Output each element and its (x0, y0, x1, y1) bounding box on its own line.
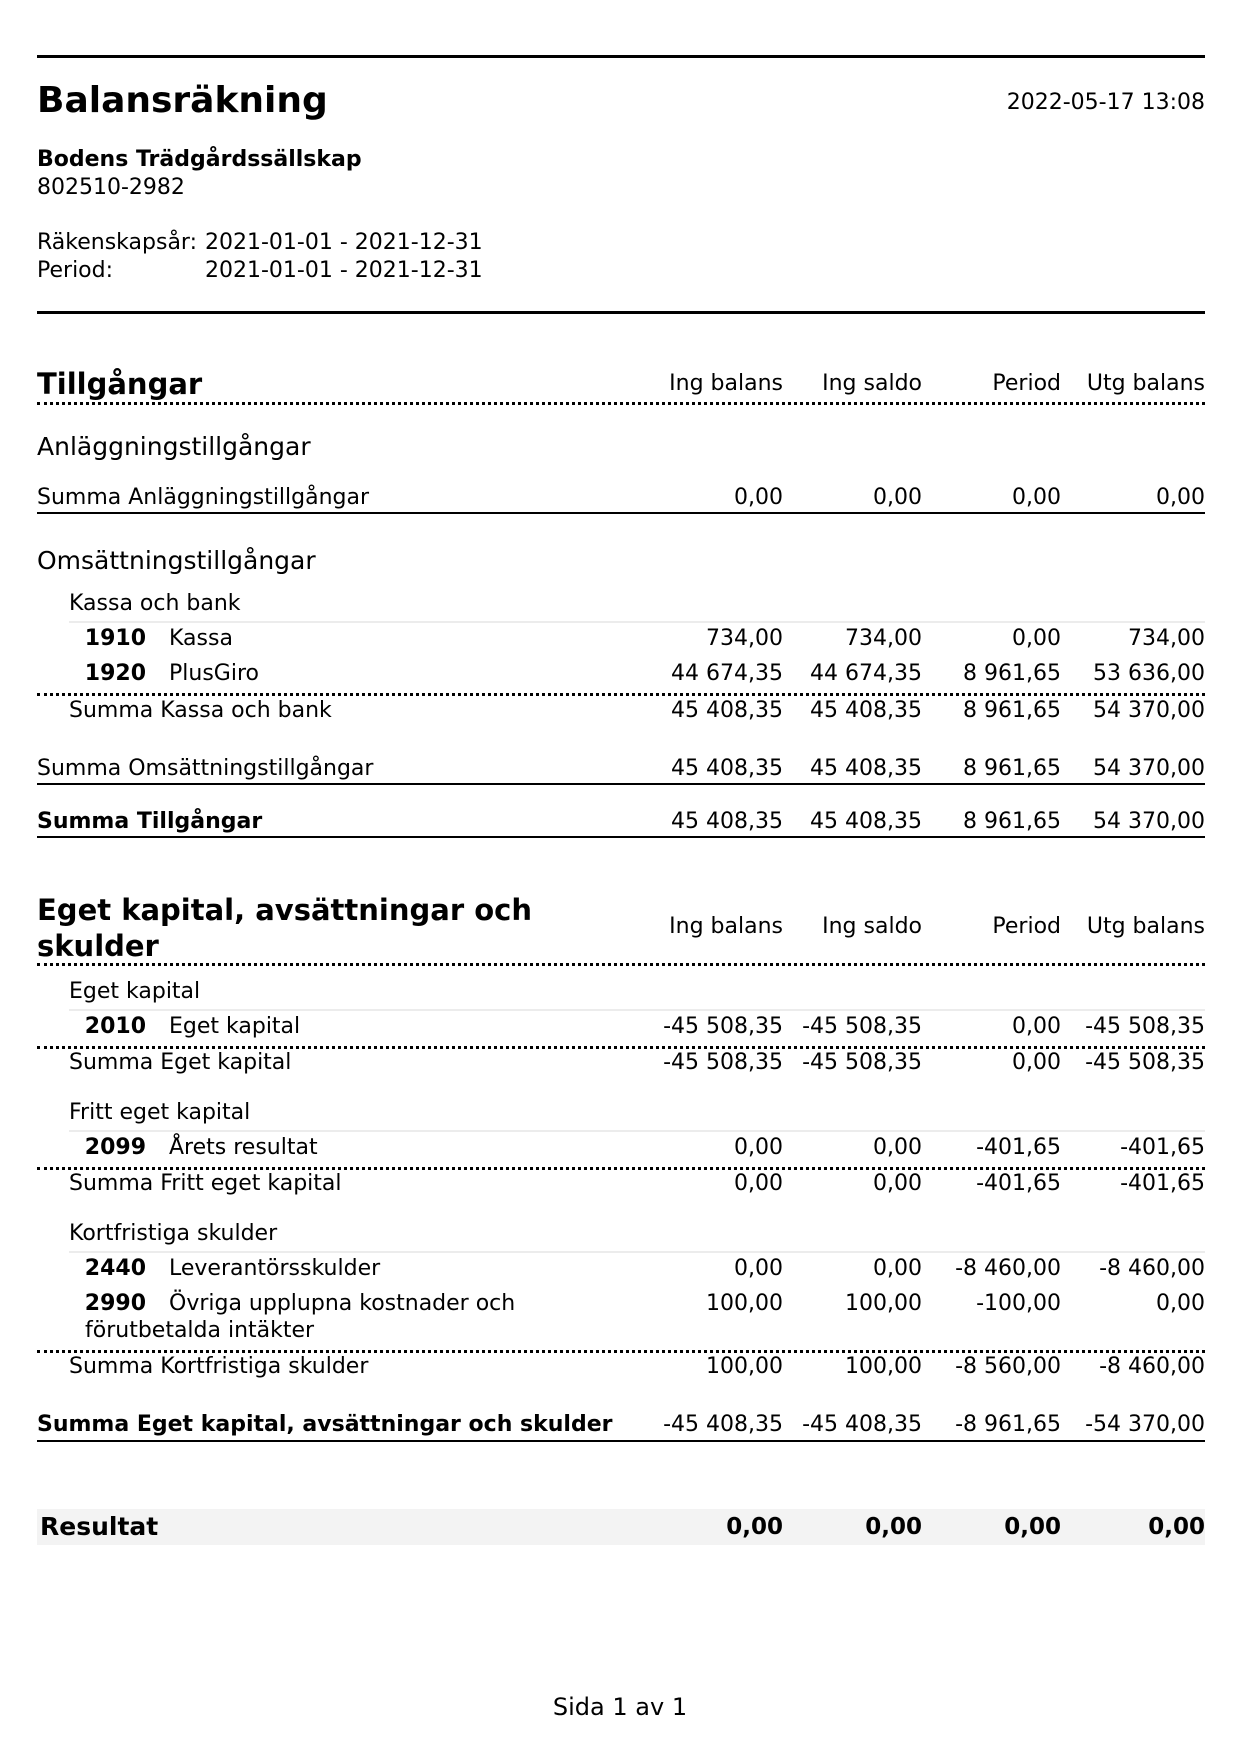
period-value: 2021-01-01 - 2021-12-31 (205, 258, 483, 283)
current-assets-sum-rule (37, 783, 1205, 785)
account-name: PlusGiro (169, 661, 259, 686)
current-assets-sum-label: Summa Omsättningstillgångar (37, 756, 374, 781)
account-closing-balance: 53 636,00 (1093, 661, 1205, 686)
liabilities-total-opening-saldo: -45 408,35 (802, 1412, 922, 1437)
assets-header-rule (37, 402, 1205, 405)
fiscal-year-label: Räkenskapsår: (37, 230, 197, 255)
column-header-opening-balance: Ing balans (669, 371, 783, 396)
free-equity-group-rule (69, 1130, 1205, 1132)
short-term-sum-rule (37, 1350, 1205, 1353)
current-assets-title: Omsättningstillgångar (37, 546, 316, 575)
current-assets-sum-opening-saldo: 45 408,35 (810, 756, 922, 781)
equity-group-rule (69, 1009, 1205, 1011)
organization-name: Bodens Trädgårdssällskap (37, 147, 362, 172)
cash-bank-sum-period: 8 961,65 (963, 698, 1061, 723)
liabilities-total-closing-balance: -54 370,00 (1085, 1412, 1205, 1437)
free-equity-sum-opening-saldo: 0,00 (873, 1171, 922, 1196)
period-label: Period: (37, 258, 114, 283)
top-rule (37, 55, 1205, 58)
account-opening-balance: -45 508,35 (663, 1014, 783, 1039)
assets-total-opening-saldo: 45 408,35 (810, 809, 922, 834)
header-bottom-rule (37, 311, 1205, 314)
account-number: 1920 (84, 661, 146, 686)
account-period: -401,65 (976, 1135, 1061, 1160)
cash-bank-sum-rule (37, 693, 1205, 696)
assets-total-opening-balance: 45 408,35 (671, 809, 783, 834)
column-header-opening-balance: Ing balans (669, 914, 783, 939)
account-name: Årets resultat (169, 1135, 318, 1160)
account-number: 2990 (84, 1291, 146, 1316)
assets-total-period: 8 961,65 (963, 809, 1061, 834)
column-header-closing-balance: Utg balans (1086, 914, 1205, 939)
account-opening-balance: 0,00 (734, 1135, 783, 1160)
account-period: -8 460,00 (955, 1256, 1061, 1281)
liabilities-total-label: Summa Eget kapital, avsättningar och skulder (37, 1412, 613, 1437)
short-term-group-rule (69, 1251, 1205, 1253)
assets-total-label: Summa Tillgångar (37, 809, 263, 834)
page-title: Balansräkning (37, 80, 328, 121)
account-number: 2440 (84, 1256, 146, 1281)
fixed-assets-sum-closing-balance: 0,00 (1156, 485, 1205, 510)
fixed-assets-sum-rule (37, 512, 1205, 514)
equity-sum-opening-balance: -45 508,35 (663, 1050, 783, 1075)
account-name: Övriga upplupna kostnader och (169, 1291, 516, 1316)
equity-sum-closing-balance: -45 508,35 (1085, 1050, 1205, 1075)
assets-total-closing-balance: 54 370,00 (1093, 809, 1205, 834)
free-equity-sum-label: Summa Fritt eget kapital (69, 1171, 342, 1196)
liabilities-total-opening-balance: -45 408,35 (663, 1412, 783, 1437)
free-equity-sum-period: -401,65 (976, 1171, 1061, 1196)
account-opening-saldo: 0,00 (873, 1135, 922, 1160)
cash-bank-group-title: Kassa och bank (69, 591, 241, 616)
account-closing-balance: -401,65 (1120, 1135, 1205, 1160)
cash-bank-sum-closing-balance: 54 370,00 (1093, 698, 1205, 723)
column-header-period: Period (992, 914, 1061, 939)
account-name: Eget kapital (169, 1014, 301, 1039)
liabilities-header-rule (37, 963, 1205, 966)
page-number: Sida 1 av 1 (552, 1693, 688, 1721)
account-opening-saldo: 44 674,35 (810, 661, 922, 686)
account-number: 2010 (84, 1014, 146, 1039)
liabilities-section-title-line1: Eget kapital, avsättningar och (37, 893, 532, 927)
fixed-assets-sum-period: 0,00 (1012, 485, 1061, 510)
cash-bank-sum-opening-balance: 45 408,35 (671, 698, 783, 723)
account-period: -100,00 (976, 1291, 1061, 1316)
account-opening-saldo: 734,00 (845, 626, 922, 651)
cash-bank-sum-opening-saldo: 45 408,35 (810, 698, 922, 723)
fixed-assets-sum-label: Summa Anläggningstillgångar (37, 485, 370, 510)
account-opening-balance: 100,00 (706, 1291, 783, 1316)
short-term-sum-opening-saldo: 100,00 (845, 1354, 922, 1379)
account-closing-balance: 734,00 (1128, 626, 1205, 651)
equity-sum-period: 0,00 (1012, 1050, 1061, 1075)
current-assets-sum-opening-balance: 45 408,35 (671, 756, 783, 781)
account-period: 8 961,65 (963, 661, 1061, 686)
liabilities-section-title-line2: skulder (37, 929, 159, 963)
short-term-sum-opening-balance: 100,00 (706, 1354, 783, 1379)
free-equity-sum-rule (37, 1167, 1205, 1170)
free-equity-sum-closing-balance: -401,65 (1120, 1171, 1205, 1196)
equity-group-title: Eget kapital (69, 979, 201, 1004)
free-equity-group-title: Fritt eget kapital (69, 1100, 251, 1125)
fiscal-year-value: 2021-01-01 - 2021-12-31 (205, 230, 483, 255)
account-opening-balance: 0,00 (734, 1256, 783, 1281)
organization-number: 802510-2982 (37, 175, 185, 200)
result-opening-balance: 0,00 (726, 1514, 783, 1540)
short-term-sum-period: -8 560,00 (955, 1354, 1061, 1379)
account-opening-saldo: 0,00 (873, 1256, 922, 1281)
equity-sum-rule (37, 1046, 1205, 1049)
fixed-assets-sum-opening-saldo: 0,00 (873, 485, 922, 510)
short-term-group-title: Kortfristiga skulder (69, 1221, 278, 1246)
account-opening-saldo: 100,00 (845, 1291, 922, 1316)
account-opening-balance: 44 674,35 (671, 661, 783, 686)
result-opening-saldo: 0,00 (865, 1514, 922, 1540)
cash-bank-group-rule (69, 621, 1205, 623)
liabilities-total-rule (37, 1440, 1205, 1442)
column-header-period: Period (992, 371, 1061, 396)
account-number: 2099 (84, 1135, 146, 1160)
cash-bank-sum-label: Summa Kassa och bank (69, 698, 332, 723)
current-assets-sum-period: 8 961,65 (963, 756, 1061, 781)
column-header-closing-balance: Utg balans (1086, 371, 1205, 396)
account-closing-balance: 0,00 (1156, 1291, 1205, 1316)
fixed-assets-sum-opening-balance: 0,00 (734, 485, 783, 510)
account-name: Leverantörsskulder (169, 1256, 381, 1281)
account-closing-balance: -45 508,35 (1085, 1014, 1205, 1039)
assets-total-rule (37, 836, 1205, 838)
account-number: 1910 (84, 626, 146, 651)
equity-sum-opening-saldo: -45 508,35 (802, 1050, 922, 1075)
column-header-opening-saldo: Ing saldo (822, 371, 922, 396)
fixed-assets-title: Anläggningstillgångar (37, 432, 311, 461)
account-name-continuation: förutbetalda intäkter (85, 1318, 315, 1343)
account-period: 0,00 (1012, 626, 1061, 651)
assets-section-title: Tillgångar (37, 367, 203, 401)
result-period: 0,00 (1004, 1514, 1061, 1540)
column-header-opening-saldo: Ing saldo (822, 914, 922, 939)
account-name: Kassa (169, 626, 233, 651)
short-term-sum-label: Summa Kortfristiga skulder (69, 1354, 369, 1379)
equity-sum-label: Summa Eget kapital (69, 1050, 292, 1075)
short-term-sum-closing-balance: -8 460,00 (1099, 1354, 1205, 1379)
account-opening-saldo: -45 508,35 (802, 1014, 922, 1039)
current-assets-sum-closing-balance: 54 370,00 (1093, 756, 1205, 781)
result-label: Resultat (40, 1512, 159, 1541)
liabilities-total-period: -8 961,65 (955, 1412, 1061, 1437)
account-period: 0,00 (1012, 1014, 1061, 1039)
free-equity-sum-opening-balance: 0,00 (734, 1171, 783, 1196)
result-closing-balance: 0,00 (1148, 1514, 1205, 1540)
account-closing-balance: -8 460,00 (1099, 1256, 1205, 1281)
account-opening-balance: 734,00 (706, 626, 783, 651)
report-timestamp: 2022-05-17 13:08 (1006, 90, 1205, 115)
